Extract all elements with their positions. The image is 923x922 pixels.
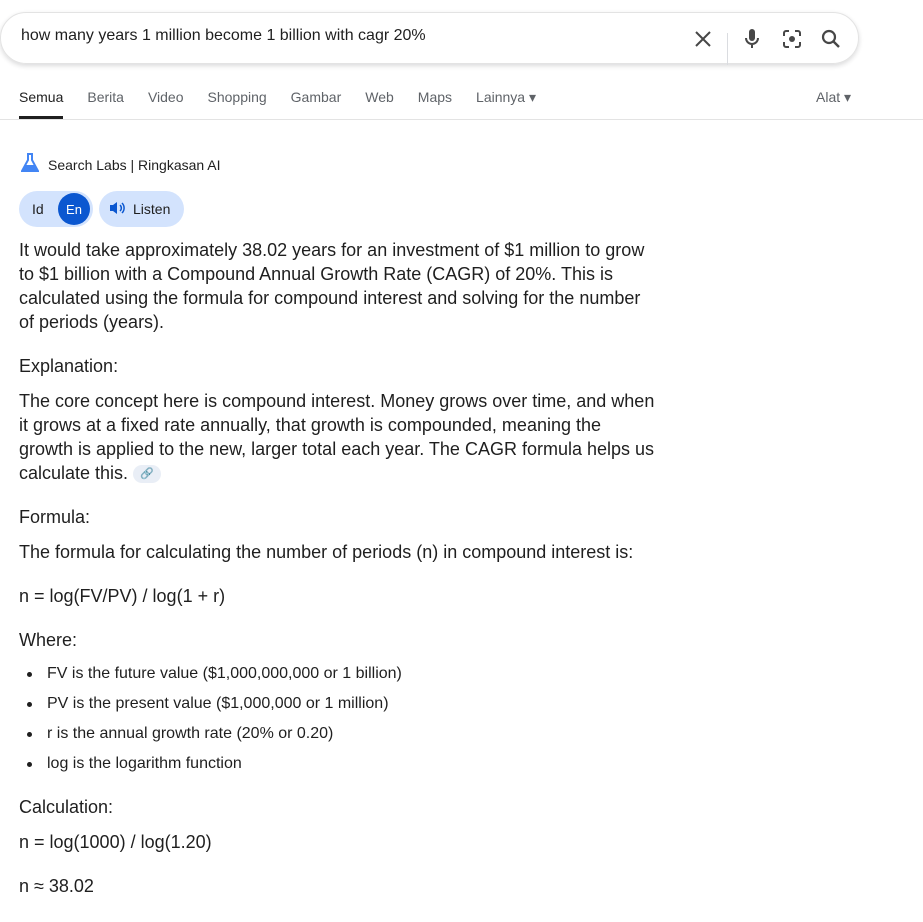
listen-label: Listen xyxy=(133,201,171,217)
search-tabs xyxy=(19,89,536,119)
list-item: log is the logarithm function xyxy=(19,749,659,779)
tab-shopping[interactable]: Shopping xyxy=(207,89,267,105)
tab-maps[interactable]: Maps xyxy=(417,89,453,105)
list-item: FV is the future value ($1,000,000,000 or 1 billion) xyxy=(19,659,659,689)
clear-icon[interactable] xyxy=(691,27,715,51)
explanation-heading: Explanation: xyxy=(19,356,119,376)
calculation-step: n = log(1000) / log(1.20) xyxy=(19,832,212,852)
tab-berita[interactable]: Berita xyxy=(87,89,124,105)
intro-text: It would take approximately 38.02 years for an investment of $1 million to grow to $1 billion with a Compound Annual Growth Rate (CAGR) of 20%. This is calculated using the formula for compound interest and solving for the number of periods (years). xyxy=(19,240,645,332)
formula: n = log(FV/PV) / log(1 + r) xyxy=(19,586,226,606)
formula-intro: The formula for calculating the number of periods (n) in compound interest is: xyxy=(19,542,634,562)
explanation-text xyxy=(19,389,659,485)
where-heading: Where: xyxy=(19,630,78,650)
tab-lainnya[interactable]: Lainnya ▾ xyxy=(476,89,536,105)
tab-gambar[interactable]: Gambar xyxy=(290,89,342,105)
speaker-icon xyxy=(109,201,125,218)
calculation-heading: Calculation: xyxy=(19,797,114,817)
where-list xyxy=(19,659,659,779)
microphone-icon[interactable] xyxy=(740,27,764,51)
list-item: PV is the present value ($1,000,000 or 1 million) xyxy=(19,689,659,719)
tab-web[interactable]: Web xyxy=(365,89,394,105)
header-divider xyxy=(0,119,923,120)
calculation-result: n ≈ 38.02 xyxy=(19,876,94,896)
search-box[interactable] xyxy=(0,12,859,64)
formula-heading: Formula: xyxy=(19,507,91,527)
explanation-body: The core concept here is compound interest. Money grows over time, and when it grows at a fixed rate annually, that growth is compounded, meaning the growth is applied to the new, larger total each year. The CAGR formula helps us calculate this. xyxy=(19,391,655,483)
list-item: r is the annual growth rate (20% or 0.20) xyxy=(19,719,659,749)
ai-overview-title: Search Labs | Ringkasan AI xyxy=(48,156,221,173)
lens-icon[interactable] xyxy=(780,27,804,51)
flask-icon xyxy=(21,153,39,176)
lang-en-button[interactable]: En xyxy=(58,193,90,225)
tools-button[interactable]: Alat ▾ xyxy=(816,89,852,105)
lang-id-button[interactable]: Id xyxy=(32,201,44,217)
link-icon[interactable]: 🔗 xyxy=(133,465,161,483)
tab-video[interactable]: Video xyxy=(147,89,184,105)
search-icon[interactable] xyxy=(819,27,843,51)
listen-button[interactable] xyxy=(99,191,184,227)
ai-overview-body xyxy=(19,238,659,918)
search-input[interactable] xyxy=(21,27,661,45)
tab-semua[interactable]: Semua xyxy=(19,89,63,119)
ai-overview-header xyxy=(21,153,221,176)
divider xyxy=(727,33,728,65)
language-toggle xyxy=(19,191,93,227)
